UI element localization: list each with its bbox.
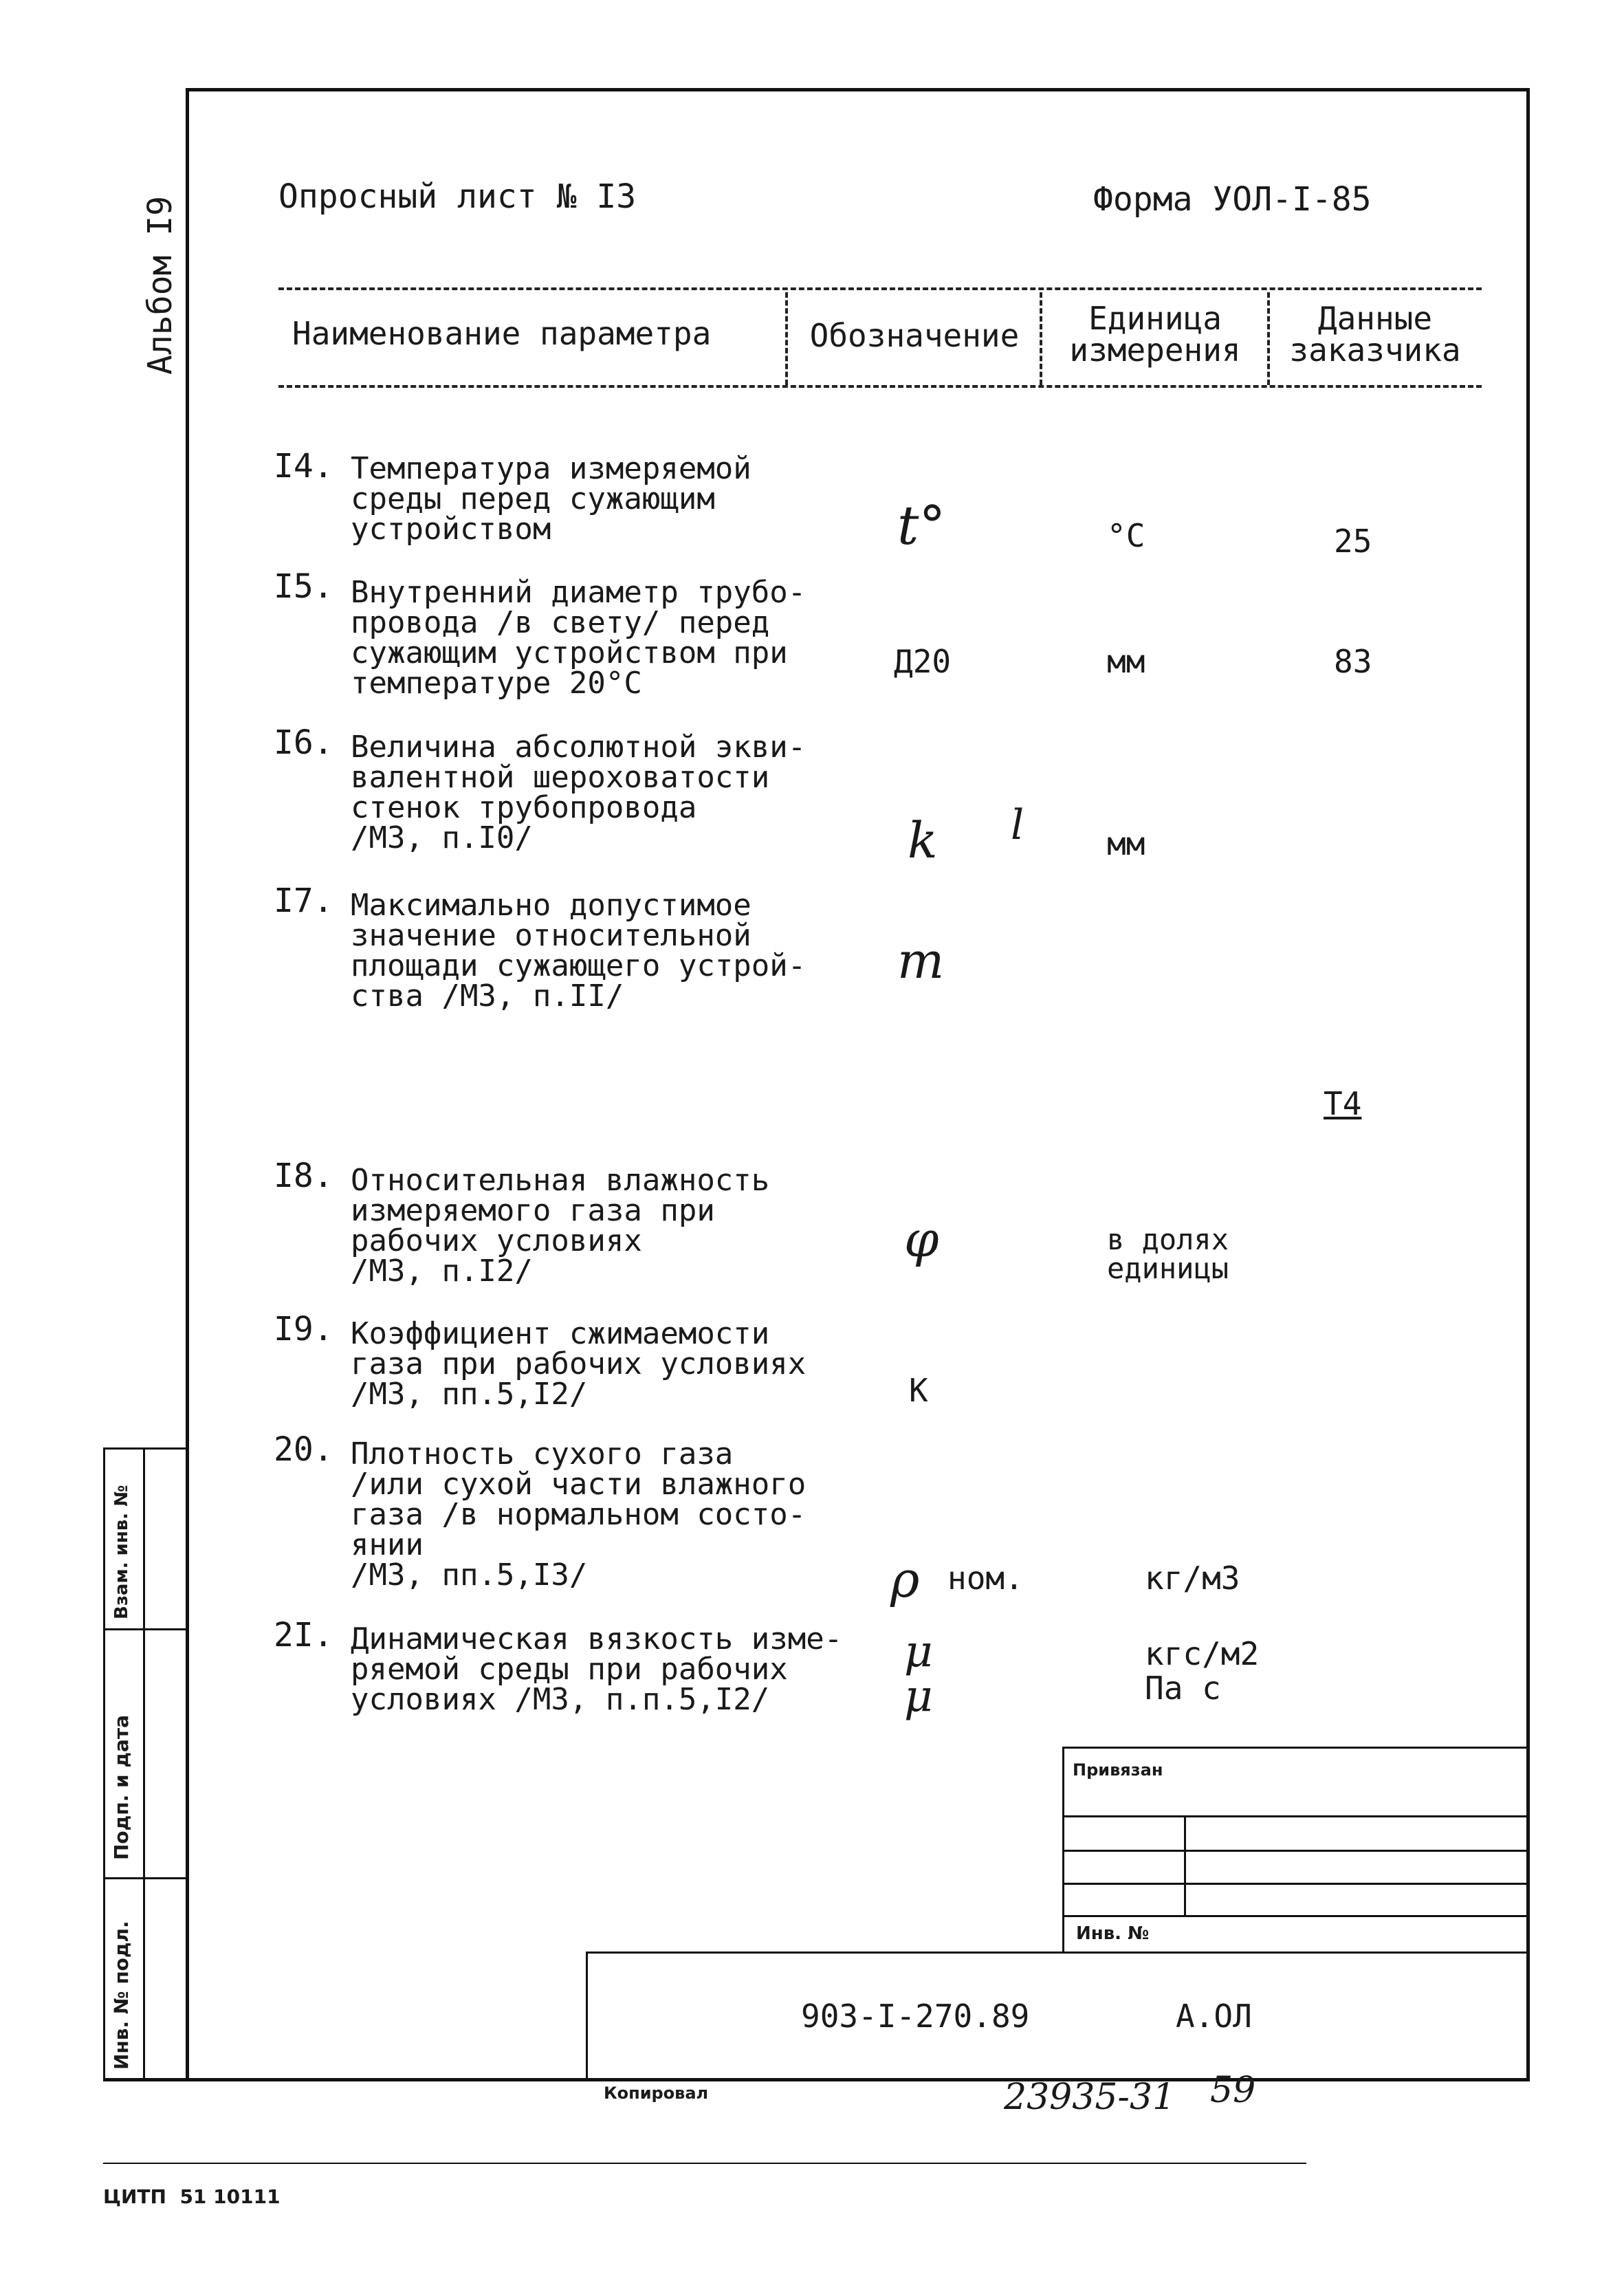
header-top-rule: [278, 287, 1482, 290]
footer-rule: [103, 2163, 1306, 2164]
side-column-divider-1: [103, 1628, 188, 1630]
handwritten-number: 23935-31: [1004, 2077, 1176, 2118]
row-number: 20.: [274, 1430, 333, 1469]
row-param-text: Внутренний диаметр трубо- провода /в свету/ перед сужающим устройством при температуре 20°C: [351, 575, 806, 701]
titleblock-top-line: [586, 1952, 1530, 1954]
row-param-text: Величина абсолютной экви- валентной шероховатости стенок трубопровода /М3, п.I0/: [351, 730, 806, 855]
row-unit: мм: [1107, 643, 1145, 680]
stamp-row-line-3: [1062, 1883, 1530, 1885]
row-number: I6.: [274, 723, 333, 762]
row-symbol: Д20: [894, 643, 952, 680]
col-param-header: Наименование параметра: [292, 315, 712, 352]
row-symbol: φ: [904, 1210, 939, 1268]
col-symbol-header: Обозначение: [809, 317, 1020, 354]
row-number: I5.: [274, 567, 333, 606]
stamp-inv-label: Инв. №: [1076, 1923, 1150, 1944]
stamp-attached-label: Привязан: [1073, 1760, 1163, 1780]
row-symbol: ρ: [890, 1551, 920, 1608]
stamp-top-line: [1062, 1747, 1530, 1749]
stamp-row-line-2: [1062, 1850, 1530, 1852]
frame-top-border: [186, 88, 1530, 91]
row-param-text: Динамическая вязкость изме- ряемой среды при рабочих условиях /М3, п.п.5,I2/: [351, 1621, 843, 1717]
page-title: Опросный лист № I3: [278, 177, 637, 216]
header-bottom-rule: [278, 385, 1482, 388]
row-symbol: μ: [904, 1626, 933, 1677]
row-symbol-suffix: ном.: [947, 1560, 1024, 1597]
header-divider-2: [1040, 292, 1042, 385]
col-unit-header: Единица измерения: [1069, 300, 1241, 369]
row-unit: кг/м3: [1145, 1560, 1240, 1597]
stamp-inner-divider: [1184, 1815, 1186, 1915]
frame-left-border: [186, 88, 189, 2080]
row-symbol: t°: [897, 495, 946, 557]
row-number: I8.: [274, 1157, 333, 1195]
form-code: Форма УОЛ-I-85: [1093, 180, 1372, 219]
row-unit: мм: [1107, 825, 1145, 862]
row-number: 2I.: [274, 1616, 333, 1654]
side-column-mid-line: [143, 1447, 145, 2080]
row-unit: кгс/м2: [1145, 1635, 1260, 1672]
col-data-header: Данные заказчика: [1289, 300, 1461, 369]
row-param-text: Температура измеряемой среды перед сужающим устройством: [351, 451, 751, 547]
titleblock-left-line: [586, 1952, 588, 2079]
row-symbol-secondary: l: [1011, 801, 1024, 849]
copied-label: Копировал: [604, 2084, 709, 2103]
row-symbol-secondary: μ: [904, 1671, 933, 1722]
stamp-row-line-4: [1062, 1915, 1530, 1917]
row-symbol: k: [908, 811, 938, 869]
row-value: 25: [1334, 523, 1372, 560]
header-divider-1: [785, 292, 788, 385]
row-unit: °C: [1107, 517, 1145, 554]
side-column-divider-2: [103, 1877, 188, 1879]
row-unit: в долях единицы: [1107, 1223, 1229, 1285]
side-column-left-line: [103, 1447, 105, 2080]
handwritten-page: 59: [1210, 2070, 1256, 2111]
stamp-row-line-1: [1062, 1815, 1530, 1817]
doc-code: 903-I-270.89: [801, 1998, 1030, 2035]
row-unit-secondary: Па с: [1145, 1670, 1221, 1707]
row-number: I7.: [274, 882, 333, 920]
row-param-text: Относительная влажность измеряемого газа при рабочих условиях /М3, п.I2/: [351, 1163, 770, 1289]
side-label-vzam: Взам. инв. №: [111, 1485, 132, 1619]
row-symbol: m: [897, 932, 945, 990]
marker-t4: T4: [1324, 1085, 1362, 1122]
footer-print-code: ЦИТП 51 10111: [103, 2185, 281, 2208]
album-label: Альбом I9: [141, 195, 179, 375]
doc-sheet: А.ОЛ: [1176, 1998, 1252, 2035]
row-symbol: К: [909, 1372, 928, 1409]
side-label-podp: Подп. и дата: [110, 1714, 133, 1860]
row-param-text: Плотность сухого газа /или сухой части влажного газа /в нормальном состо- янии /М3, пп.5,I3/: [351, 1436, 806, 1593]
row-number: I4.: [274, 447, 333, 485]
header-divider-3: [1267, 292, 1270, 385]
row-param-text: Максимально допустимое значение относительной площади сужающего устрой- ства /М3, п.II/: [351, 888, 806, 1014]
row-value: 83: [1334, 643, 1372, 680]
side-column-top-line: [103, 1447, 188, 1450]
row-number: I9.: [274, 1310, 333, 1348]
side-label-inv-podl: Инв. № подл.: [110, 1921, 133, 2070]
frame-right-border: [1526, 88, 1530, 2080]
frame-bottom-border: [103, 2078, 1530, 2081]
row-param-text: Коэффициент сжимаемости газа при рабочих условиях /М3, пп.5,I2/: [351, 1316, 806, 1412]
